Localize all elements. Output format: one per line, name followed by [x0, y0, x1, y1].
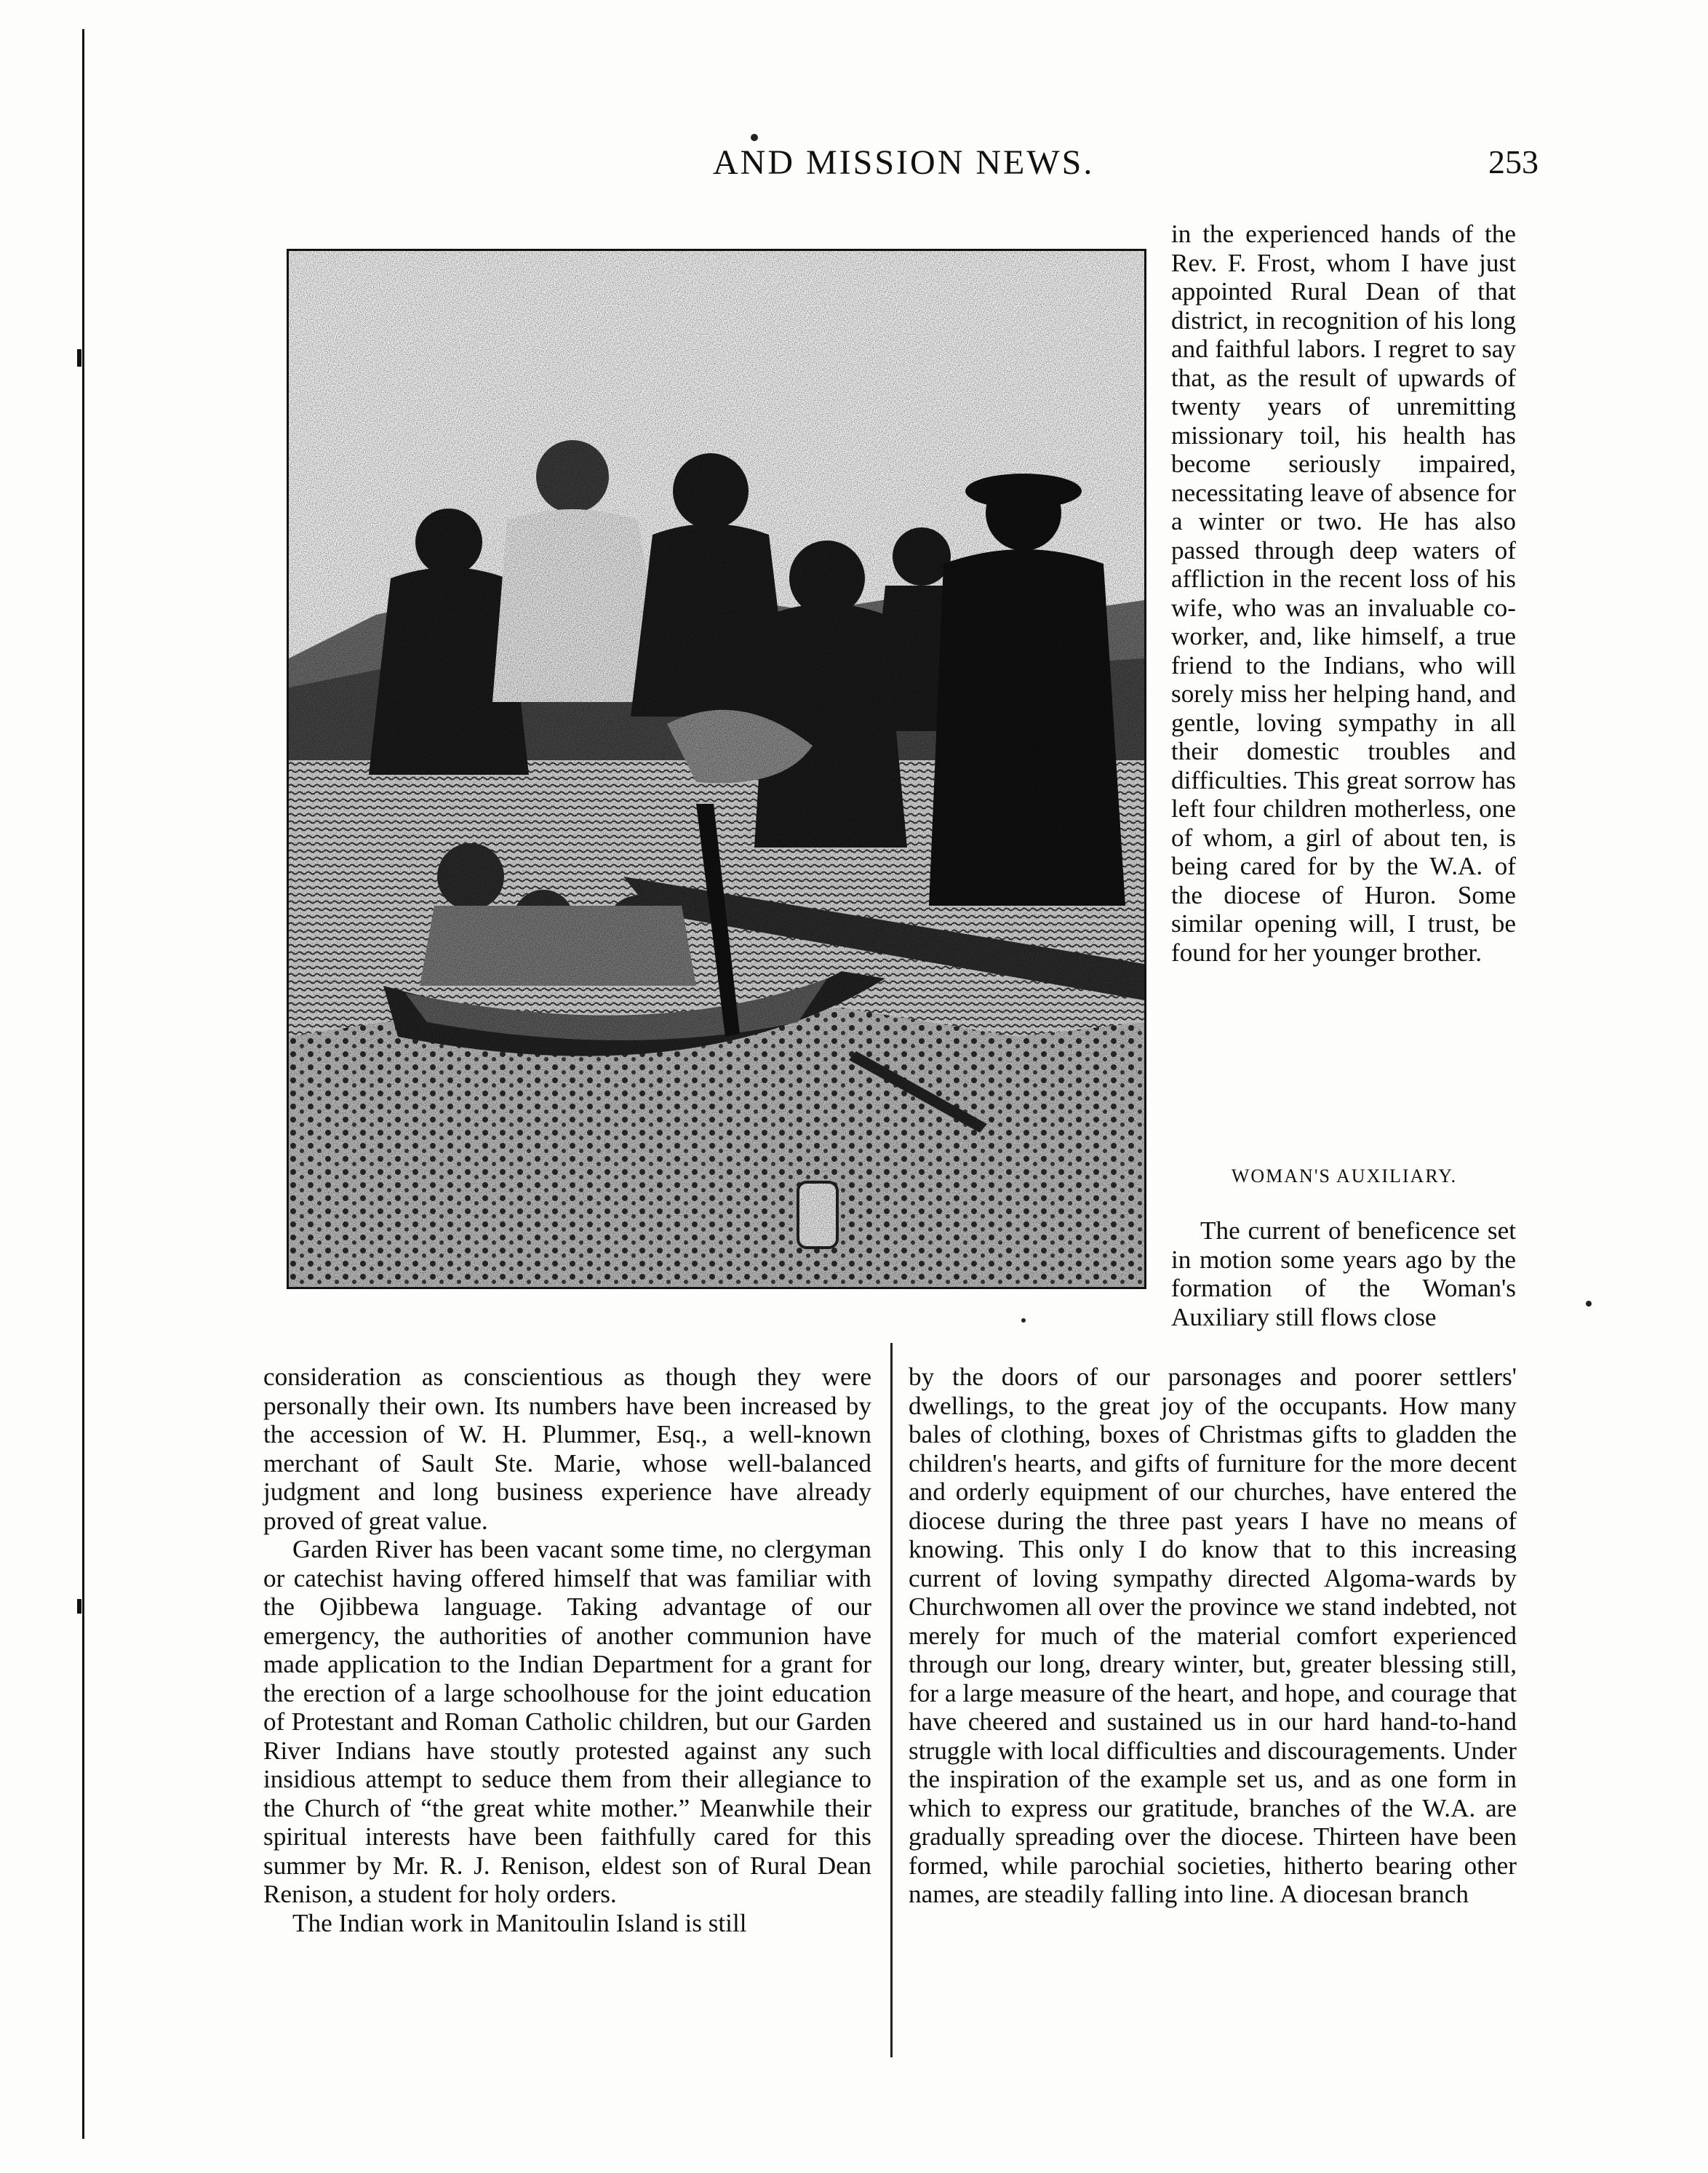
column-top-right: [1171, 220, 1516, 967]
scan-edge-mark: [82, 29, 84, 2139]
paragraph: The Indian work in Manitoulin Island is still: [292, 1908, 747, 1937]
photo-illustration: [289, 251, 1144, 1287]
scan-speck: [1021, 1318, 1026, 1323]
column-bottom-left: [263, 1363, 871, 1937]
paragraph: in the experienced hands of the Rev. F. Frost, whom I have just appointed Rural Dean of that district, in recognition of his long and faithful labors. I regret to say that, as the result of upwards of twenty years of unremitting missionary toil, his health has become seriously impaired, necessitating leave of absence for a winter or two. He has also passed through deep waters of affliction in the recent loss of his wife, who was an invaluable co-worker, and, like himself, a true friend to the Indians, who will sorely miss her helping hand, and gentle, loving sympathy in all their domestic troubles and difficulties. This great sorrow has left four children motherless, one of whom, a girl of about ten, is being cared for by the W.A. of the diocese of Huron. Some similar opening will, I trust, be found for her younger brother.: [1171, 220, 1516, 967]
column-wa-start: [1171, 1216, 1516, 1331]
scan-edge-mark: [77, 349, 81, 367]
scan-speck: [751, 134, 758, 141]
page-number: 253: [1488, 143, 1539, 180]
column-divider: [890, 1343, 893, 2057]
running-header-title: AND MISSION NEWS.: [713, 143, 1095, 182]
paragraph: Garden River has been vacant some time, no clergyman or catechist having offered himself that was familiar with the Ojibbewa language. Taking advantage of our emergency, the authorities of another communion have made application to the Indian Department for a grant for the erection of a large schoolhouse for the joint education of Protestant and Roman Catholic children, but our Garden River Indians have stoutly protested against any such insidious attempt to seduce them from their allegiance to the Church of “the great white mother.” Meanwhile their spiritual interests have been faithfully cared for this summer by Mr. R. J. Renison, eldest son of Rural Dean Renison, a student for holy orders.: [263, 1535, 871, 1908]
scan-speck: [1586, 1301, 1592, 1307]
paragraph: consideration as conscientious as though they were personally their own. Its numbers have been increased by the accession of W. H. Plummer, Esq., a well-known merchant of Sault Ste. Marie, whose well-balanced judgment and long business experience have already proved of great value.: [263, 1363, 871, 1535]
paragraph: The current of beneficence set in motion some years ago by the formation of the Woman's Auxiliary still flows close: [1171, 1216, 1516, 1331]
column-bottom-right: [909, 1363, 1517, 1909]
scan-edge-mark: [77, 1599, 81, 1614]
halftone-photograph: [287, 249, 1146, 1289]
section-heading: WOMAN'S AUXILIARY.: [1231, 1165, 1458, 1187]
paragraph: by the doors of our parsonages and poorer settlers' dwellings, to the great joy of the occupants. How many bales of clothing, boxes of Christmas gifts to gladden the children's hearts, and gifts of furniture for the more decent and orderly equipment of our churches, have entered the diocese during the three past years I have no means of knowing. This only I do know that to this increasing current of loving sympathy directed Algoma-wards by Churchwomen all over the province we stand indebted, not merely for much of the material comfort experienced through our long, dreary winter, but, greater blessing still, for a large measure of the heart, and hope, and courage that have cheered and sustained us in our hard hand-to-hand struggle with local difficulties and discouragements. Under the inspiration of the example set us, and as one form in which to express our gratitude, branches of the W.A. are gradually spreading over the diocese. Thirteen have been formed, while parochial societies, hitherto bearing other names, are steadily falling into line. A diocesan branch: [909, 1363, 1517, 1908]
